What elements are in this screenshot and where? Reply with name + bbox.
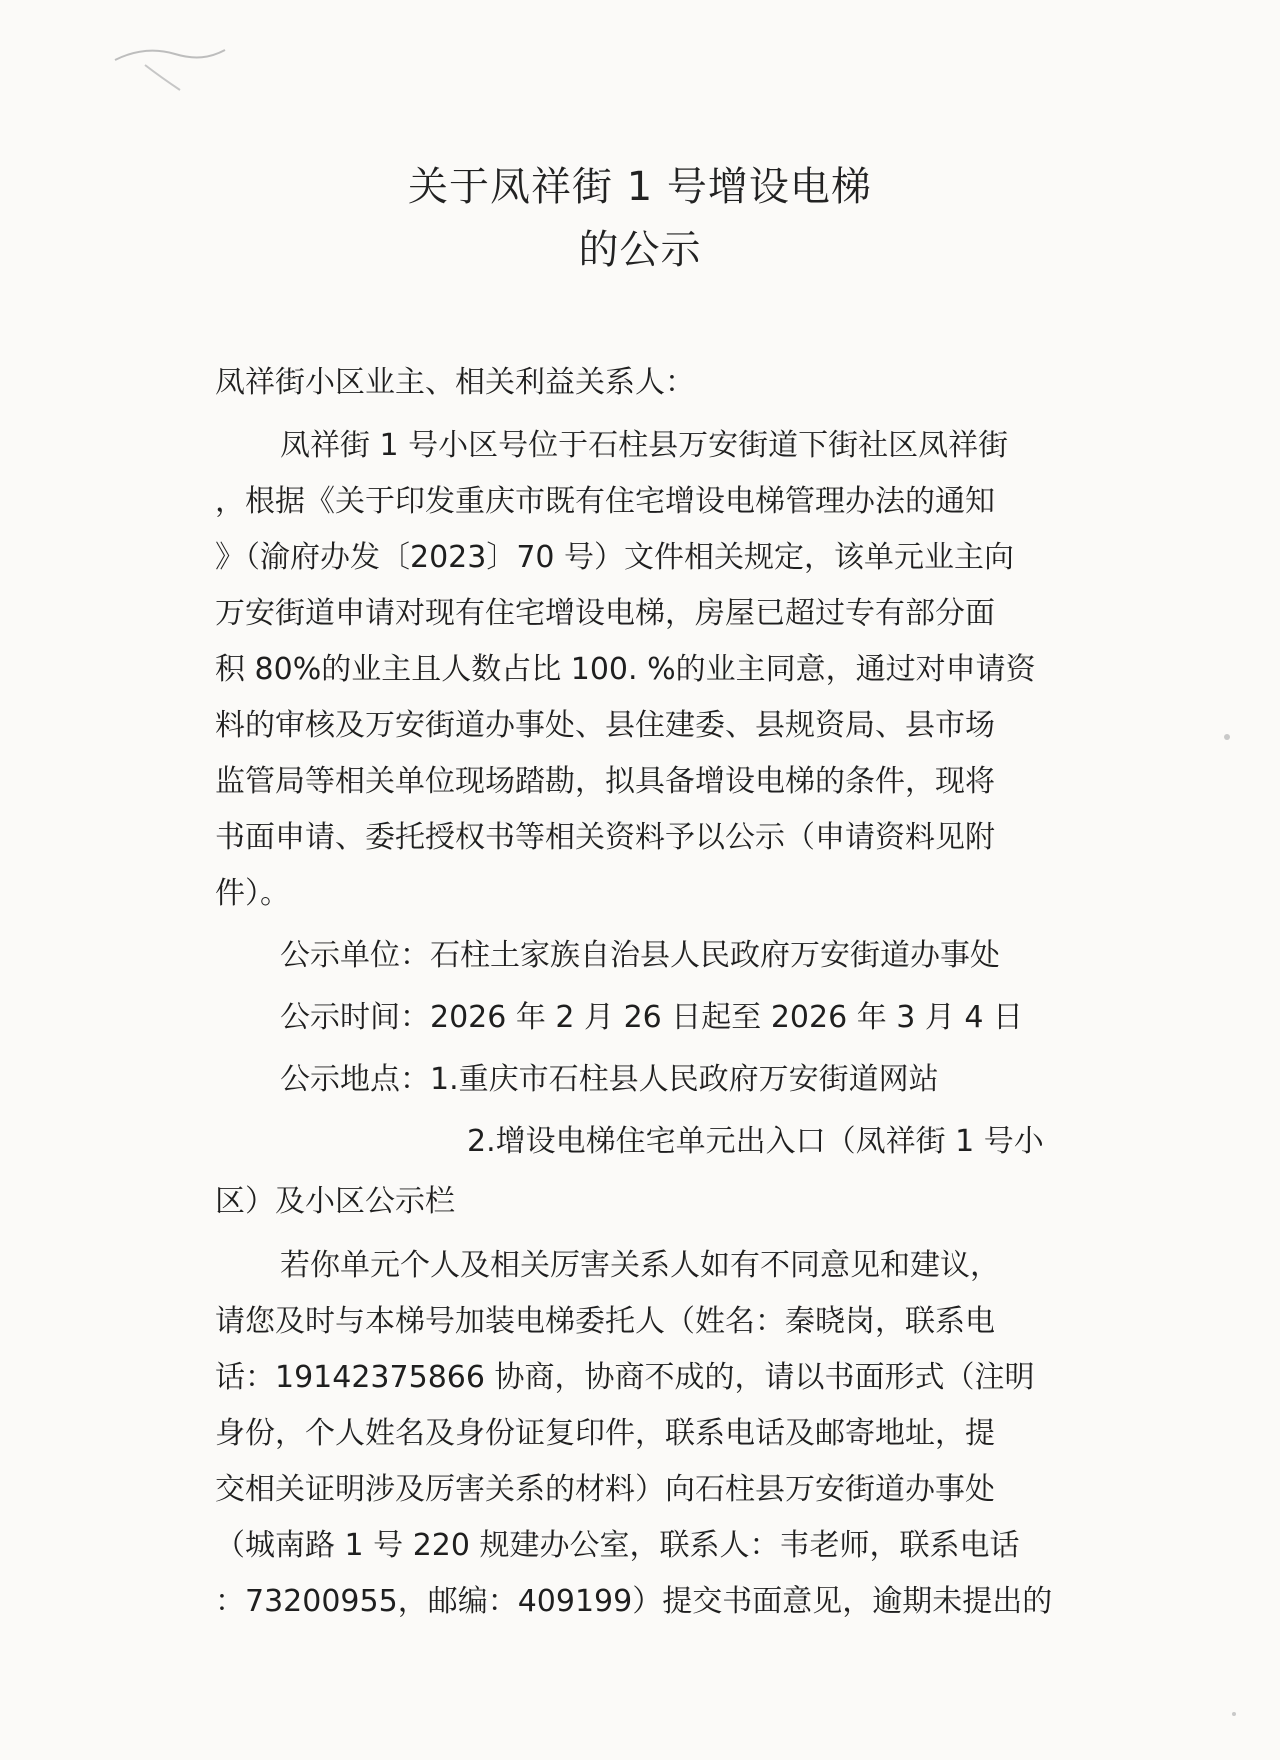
scan-dust	[1232, 1712, 1236, 1716]
scan-smudge-icon	[110, 40, 230, 100]
objection-line: ：73200955，邮编：409199）提交书面意见，逾期未提出的	[215, 1584, 1053, 1619]
scan-artifact	[110, 40, 230, 100]
body-line: 万安街道申请对现有住宅增设电梯，房屋已超过专有部分面	[215, 596, 995, 631]
salutation: 凤祥街小区业主、相关利益关系人：	[215, 365, 695, 400]
publish-unit: 公示单位：石柱土家族自治县人民政府万安街道办事处	[280, 938, 1000, 973]
publish-place-3: 区）及小区公示栏	[215, 1184, 455, 1219]
document-title-line-1: 关于凤祥街 1 号增设电梯	[408, 164, 872, 210]
body-line: 监管局等相关单位现场踏勘，拟具备增设电梯的条件，现将	[215, 764, 995, 799]
publish-place-1: 公示地点：1.重庆市石柱县人民政府万安街道网站	[280, 1062, 939, 1097]
body-line: 件）。	[215, 876, 290, 911]
objection-line: 身份，个人姓名及身份证复印件，联系电话及邮寄地址，提	[215, 1416, 995, 1451]
publish-place-2: 2.增设电梯住宅单元出入口（凤祥街 1 号小	[467, 1124, 1044, 1159]
objection-line: 交相关证明涉及厉害关系的材料）向石柱县万安街道办事处	[215, 1472, 995, 1507]
objection-line: 话：19142375866 协商，协商不成的，请以书面形式（注明	[215, 1360, 1035, 1395]
objection-line: 若你单元个人及相关厉害关系人如有不同意见和建议，	[280, 1248, 1000, 1283]
body-line: 料的审核及万安街道办事处、县住建委、县规资局、县市场	[215, 708, 995, 743]
scan-dust	[1224, 734, 1230, 740]
objection-line: （城南路 1 号 220 规建办公室，联系人：韦老师，联系电话	[215, 1528, 1020, 1563]
publish-time: 公示时间：2026 年 2 月 26 日起至 2026 年 3 月 4 日	[280, 1000, 1024, 1035]
objection-line: 请您及时与本梯号加装电梯委托人（姓名：秦晓岗，联系电	[215, 1304, 995, 1339]
body-line: 》（渝府办发〔2023〕70 号）文件相关规定，该单元业主向	[215, 540, 1015, 575]
body-line: 积 80%的业主且人数占比 100. %的业主同意，通过对申请资	[215, 652, 1036, 687]
body-line: 凤祥街 1 号小区号位于石柱县万安街道下街社区凤祥街	[280, 428, 1009, 463]
body-line: ，根据《关于印发重庆市既有住宅增设电梯管理办法的通知	[215, 484, 995, 519]
body-line: 书面申请、委托授权书等相关资料予以公示（申请资料见附	[215, 820, 995, 855]
document-title-line-2: 的公示	[578, 227, 702, 273]
